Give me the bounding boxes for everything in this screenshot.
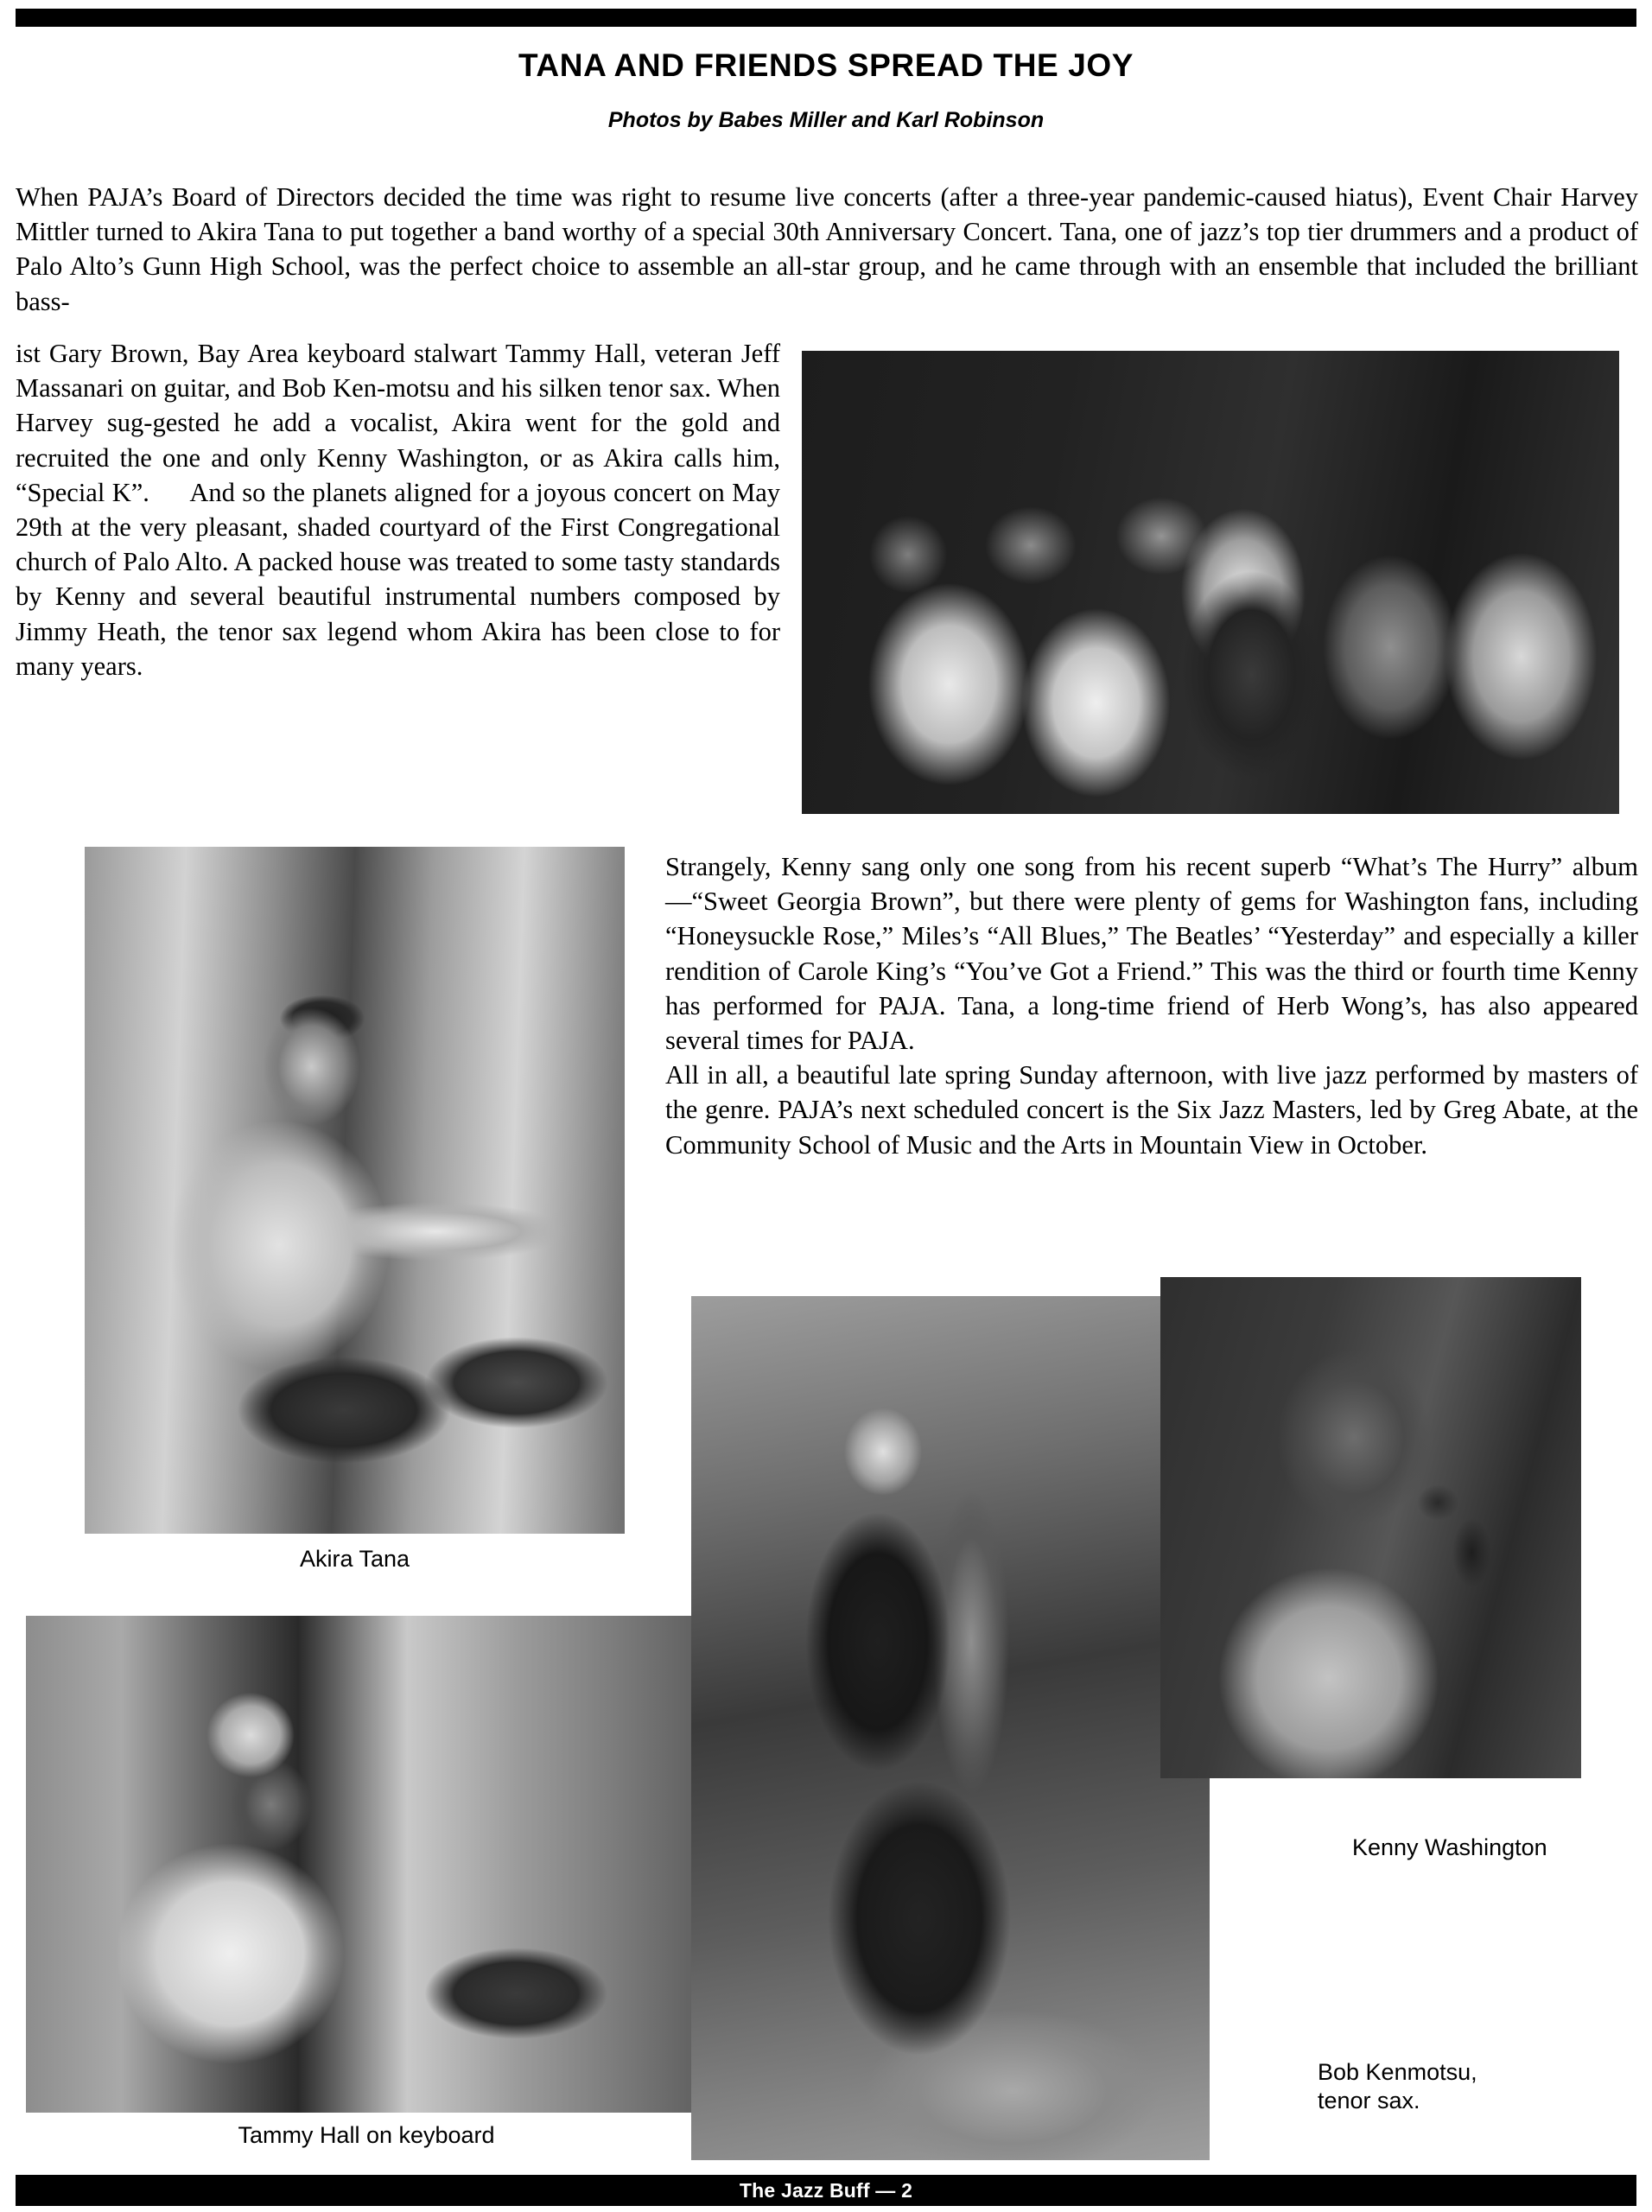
caption-bob-kenmotsu: Bob Kenmotsu, tenor sax. bbox=[1318, 2059, 1477, 2113]
photo-credit-line: Photos by Babes Miller and Karl Robinson bbox=[607, 108, 1045, 132]
paragraph-intro: When PAJA’s Board of Directors decided the time was right to resume live concerts (after a three-year pandemic-caused hiatus), Event Chair Harvey Mittler turned to Akira Tana to put together a band worthy of a special 30th Anniversary Concert. Tana, one of jazz’s top tier drummers and a product of Palo Alto’s Gunn High School, was the perfect choice to assemble an all-star group, and he came through with an ensemble that included the brilliant bass- bbox=[16, 182, 1638, 316]
footer-label: The Jazz Buff — 2 bbox=[739, 2178, 913, 2202]
paragraph-right-a: Strangely, Kenny sang only one song from his recent superb “What’s The Hurry” album—“Sweet Georgia Brown”, but there were plenty of gems for Washington fans, including “Honeysuckle Rose,” Miles’s “All Blues,” The Beatles’ “Yesterday” and especially a killer rendition of Carole King’s “You’ve Got a Friend.” This was the third or fourth time Kenny has performed for PAJA. Tana, a long-time friend of Herb Wong’s, has also appeared several times for PAJA. bbox=[665, 852, 1638, 1056]
paragraph-right-b: All in all, a beautiful late spring Sunday afternoon, with live jazz performed by masters of the genre. PAJA’s next scheduled concert is the Six Jazz Masters, led by Greg Abate, at the Community School of Music and the Arts in Mountain View in October. bbox=[665, 1060, 1638, 1160]
paragraph-left-a: ist Gary Brown, Bay Area keyboard stalwart Tammy Hall, veteran Jeff Massanari on guitar, and Bob Ken-motsu and his silken tenor sax. When Harvey sug-gested he add a vocalist, Akira went for the gold and recruited the one and only Kenny Washington, or as Akira calls him, “Special K”. bbox=[16, 339, 780, 507]
photo-audience bbox=[802, 351, 1619, 814]
top-rule-bar bbox=[16, 9, 1636, 27]
paragraph-left-column bbox=[16, 336, 780, 683]
footer-bar bbox=[16, 2175, 1636, 2206]
photo-akira-tana-drums bbox=[85, 847, 625, 1534]
paragraph-right-column bbox=[665, 849, 1638, 1162]
paragraph-left-b: And so the planets aligned for a joyous concert on May 29th at the very pleasant, shaded courtyard of the First Congregational church of Palo Alto. A packed house was treated to some tasty standards by Kenny and several beautiful instrumental numbers composed by Jimmy Heath, the tenor sax legend whom Akira has been close to for many years. bbox=[16, 477, 781, 681]
caption-kenny-washington: Kenny Washington bbox=[1352, 1834, 1547, 1860]
photo-bob-kenmotsu-sax bbox=[691, 1296, 1210, 2160]
caption-tammy-hall: Tammy Hall on keyboard bbox=[238, 2122, 495, 2148]
photo-kenny-washington-vocals bbox=[1160, 1277, 1581, 1778]
page-title: TANA AND FRIENDS SPREAD THE JOY bbox=[518, 48, 1134, 83]
photo-tammy-hall-keyboard bbox=[26, 1616, 707, 2113]
caption-akira-tana: Akira Tana bbox=[299, 1546, 410, 1572]
